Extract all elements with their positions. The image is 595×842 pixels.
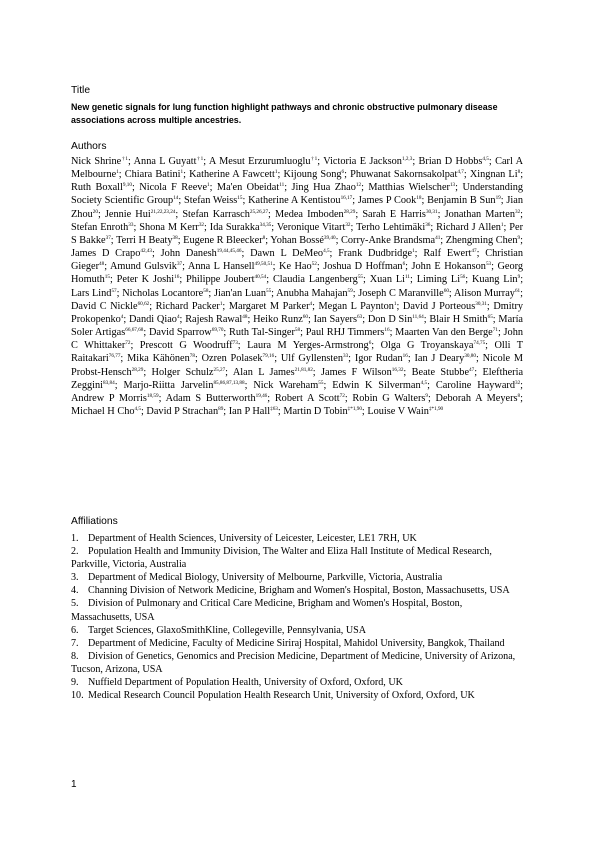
author-name: Yohan Bossé xyxy=(270,234,324,246)
affiliation-text: Department of Medicine, Faculty of Medicine Siriraj Hospital, Mahidol University, Bangkok, Thailand xyxy=(88,637,505,649)
author-affiliation-marker: 4,7 xyxy=(457,169,464,176)
author-affiliation-marker: 65 xyxy=(487,313,493,320)
author-name: Ulf Gyllensten xyxy=(280,353,343,365)
author-affiliation-marker: 58 xyxy=(203,287,209,294)
author-name: Nicholas Locantore xyxy=(122,287,204,299)
affiliation-item xyxy=(71,650,523,676)
author-affiliation-marker: 74,75 xyxy=(473,340,486,347)
author-affiliation-marker: 1 xyxy=(412,248,415,255)
author-name: Victoria E Jackson xyxy=(323,156,402,167)
author-affiliation-marker: 48 xyxy=(242,313,248,320)
author-affiliation-marker: 9,10 xyxy=(122,182,132,189)
author-affiliation-marker: 56 xyxy=(460,274,466,281)
author-affiliation-marker: 20 xyxy=(92,208,98,215)
affiliation-text: Division of Pulmonary and Critical Care Medicine, Brigham and Women's Hospital, Boston, Massachusetts, USA xyxy=(71,598,463,623)
author-name: Ida Surakka xyxy=(209,221,260,233)
author-name: James D Crapo xyxy=(71,248,141,260)
affiliation-number: 10. xyxy=(71,690,84,702)
affiliation-text: Channing Division of Network Medicine, Brigham and Women's Hospital, Boston, Massachusetts, USA xyxy=(88,585,510,597)
author-affiliation-marker: 1 xyxy=(219,300,223,307)
author-name: Marjo-Riitta Jarvelin xyxy=(123,379,214,391)
author-name: Lars Lind xyxy=(71,287,112,299)
author-affiliation-marker: 48 xyxy=(99,261,105,268)
affiliation-item xyxy=(71,597,523,623)
author-affiliation-marker: 21,81,82 xyxy=(294,366,313,373)
affiliation-item xyxy=(71,571,523,584)
affiliation-text: Population Health and Immunity Division, The Walter and Eliza Hall Institute of Medical Research, Parkville, Victoria, Australia xyxy=(71,546,492,571)
author-name: Xingnan Li xyxy=(469,169,518,181)
author-affiliation-marker: 19 xyxy=(495,195,501,202)
author-affiliation-marker: 73 xyxy=(232,340,238,347)
author-name: Dandi Qiao xyxy=(129,313,177,325)
author-name: Dmitry Prokopenko xyxy=(71,300,524,325)
author-name: Rajesh Rawal xyxy=(185,313,243,325)
author-name: Ke Hao xyxy=(279,261,312,273)
author-affiliation-marker: 37 xyxy=(176,261,183,268)
author-affiliation-marker: 47 xyxy=(469,366,475,373)
author-affiliation-marker: 85,86,87,13,88 xyxy=(213,379,245,386)
author-affiliation-marker: 33 xyxy=(128,221,134,228)
paper-title: New genetic signals for lung function highlight pathways and chronic obstructive pulmonary disease associations across multiple ancestries. xyxy=(71,102,498,125)
author-affiliation-marker: 30,31 xyxy=(425,208,438,215)
author-affiliation-marker: 49,50,51 xyxy=(254,261,273,268)
author-name: Understanding Society Scientific Group xyxy=(71,182,524,207)
author-affiliation-marker: 32 xyxy=(514,208,521,215)
affiliations-section xyxy=(71,515,523,702)
author-affiliation-marker: 4 xyxy=(120,313,124,320)
author-name: Jian Zhou xyxy=(71,195,523,220)
author-affiliation-marker: 8 xyxy=(517,392,521,399)
author-affiliation-marker: 6 xyxy=(368,340,372,347)
author-name: Ian J Deary xyxy=(414,353,465,365)
author-name: Don D Sin xyxy=(367,313,413,325)
author-affiliation-marker: 32 xyxy=(345,221,351,228)
author-affiliation-marker: 78 xyxy=(189,353,195,360)
affiliation-item xyxy=(71,689,523,702)
page-number: 1 xyxy=(71,779,77,790)
author-affiliation-marker: 8 xyxy=(517,169,521,176)
author-affiliation-marker: 11 xyxy=(405,274,411,281)
author-affiliation-marker: 59 xyxy=(347,287,353,294)
author-name: Martin D Tobin xyxy=(283,405,348,417)
author-name: Blair H Smith xyxy=(429,313,488,325)
affiliation-number: 5. xyxy=(71,598,79,610)
author-affiliation-marker: 6 xyxy=(341,169,345,176)
author-affiliation-marker: 32 xyxy=(198,221,204,228)
author-affiliation-marker: 4,5 xyxy=(420,379,428,386)
author-name: Louise V Wain xyxy=(367,405,429,417)
author-name: Megan L Paynton xyxy=(318,300,394,312)
author-affiliation-marker: 6 xyxy=(402,261,406,268)
author-affiliation-marker: 4,5 xyxy=(482,156,489,162)
author-affiliation-marker: 16,32 xyxy=(391,366,404,373)
author-name: Brian D Hobbs xyxy=(418,156,483,167)
author-affiliation-marker: 55 xyxy=(265,287,272,294)
author-affiliation-marker: 15 xyxy=(237,195,243,202)
author-name: Michael H Cho xyxy=(71,405,135,417)
author-name: Joseph C Maranville xyxy=(358,287,444,299)
affiliation-number: 8. xyxy=(71,650,79,662)
affiliation-number: 4. xyxy=(71,585,79,597)
author-name: Veronique Vitart xyxy=(276,221,346,233)
author-affiliation-marker: 28,29 xyxy=(131,366,144,373)
author-name: Sarah E Harris xyxy=(362,208,426,220)
author-affiliation-marker: 4,5 xyxy=(323,248,330,255)
author-name: Zhengming Chen xyxy=(445,234,518,246)
affiliation-number: 6. xyxy=(71,624,79,636)
author-affiliation-marker: 12 xyxy=(355,182,362,189)
author-affiliation-marker: 4 xyxy=(176,313,180,320)
author-name: Kijoung Song xyxy=(283,169,342,181)
author-name: Robin G Walters xyxy=(352,392,426,404)
author-name: Deborah A Meyers xyxy=(435,392,518,404)
author-name: Nick Shrine xyxy=(71,156,122,167)
author-affiliation-marker: 89 xyxy=(218,405,224,412)
author-name: Nick Wareham xyxy=(253,379,319,391)
author-affiliation-marker: 28,29 xyxy=(343,208,356,215)
author-affiliation-marker: 38 xyxy=(172,234,178,241)
author-name: Holger Schulz xyxy=(151,366,214,378)
author-affiliation-marker: 41 xyxy=(435,234,441,241)
author-name: Jian'an Luan xyxy=(213,287,266,299)
author-affiliation-marker: 40,54 xyxy=(254,274,267,281)
author-name: Richard Packer xyxy=(155,300,220,312)
author-name: Anna L Guyatt xyxy=(133,156,197,167)
author-affiliation-marker: 72 xyxy=(125,340,131,347)
author-affiliation-marker: 1 xyxy=(274,169,278,176)
author-affiliation-marker: 83,84 xyxy=(103,379,115,386)
title-heading: Title xyxy=(71,85,91,96)
author-name: Olga G Troyanskaya xyxy=(380,340,474,352)
author-affiliation-marker: 55 xyxy=(357,274,363,281)
author-affiliation-marker: 34,35 xyxy=(259,221,272,228)
author-name: Nicole M Probst-Hensch xyxy=(71,353,524,378)
affiliation-text: Medical Research Council Population Health Research Unit, University of Oxford, Oxford, UK xyxy=(88,690,475,702)
author-affiliation-marker: 16 xyxy=(384,327,390,334)
author-affiliation-marker: 61 xyxy=(514,287,521,294)
author-affiliation-marker: ‡63 xyxy=(270,405,278,412)
author-affiliation-marker: 16,17 xyxy=(340,195,353,202)
author-name: Maarten Van den Berge xyxy=(395,327,493,339)
author-name: David J Porteous xyxy=(402,300,476,312)
author-name: James F Wilson xyxy=(321,366,392,378)
author-affiliation-marker: ‡*1,90 xyxy=(347,405,362,412)
author-name: Margaret M Parker xyxy=(228,300,310,312)
author-name: Benjamin B Sun xyxy=(427,195,496,207)
author-name: Philippe Joubert xyxy=(186,274,255,286)
author-name: Stefan Weiss xyxy=(184,195,238,207)
author-name: Stefan Karrasch xyxy=(182,208,250,220)
author-name: Terri H Beaty xyxy=(116,234,173,246)
affiliation-item xyxy=(71,584,523,597)
author-name: Ma'en Obeidat xyxy=(216,182,280,194)
affiliation-number: 1. xyxy=(71,533,79,544)
affiliations-heading: Affiliations xyxy=(71,516,118,527)
author-name: Anna L Hansell xyxy=(187,261,255,273)
author-affiliation-marker: 57 xyxy=(111,287,117,294)
author-name: Mika Kähönen xyxy=(127,353,190,365)
affiliation-number: 9. xyxy=(71,677,79,689)
author-name: John E Hokanson xyxy=(411,261,486,273)
author-affiliation-marker: 11,64 xyxy=(412,313,424,320)
affiliation-text: Nuffield Department of Population Health, University of Oxford, Oxford, UK xyxy=(88,677,403,689)
author-name: Xuan Li xyxy=(369,274,406,286)
author-name: Heiko Runz xyxy=(253,313,303,325)
author-name: Liming Li xyxy=(416,274,461,286)
author-name: Ian Sayers xyxy=(313,313,357,325)
author-affiliation-marker: 1 xyxy=(180,169,184,176)
author-name: Andrew P Morris xyxy=(71,392,147,404)
author-name: David P Strachan xyxy=(146,405,219,417)
author-affiliation-marker: 1 xyxy=(207,182,210,189)
author-name: Beate Stubbe xyxy=(411,366,470,378)
authors-section xyxy=(71,140,523,418)
author-list: Nick Shrine$^{\dagger 1}$; Anna L Guyatt$^{\dagger 1}$; A Mesut Erzurumluoglu$^{\dagger 1}$; Victoria E Jackson$^{1,2,3}$; Brian D Hobbs$^{4,5}$; Carl A Melbourne$^1$; Chiara Batini$^1$; Katherine A Fawcett$^1$; Kijoung Song$^6$; Phuwanat Sakornsakolpat$^{4,7}$; Xingnan Li$^8$; Ruth Boxall$^{9,10}$; Nicola F Reeve$^1$; Ma'en Obeidat$^{11}$; Jing Hua Zhao$^{12}$; Matthias Wielscher$^{13}$; Understanding Society Scientific Group$^{14}$; Stefan Weiss$^{15}$; Katherine A Kentistou$^{16,17}$; James P Cook$^{18}$; Benjamin B Sun$^{19}$; Jian Zhou$^{20}$; Jennie Hui$^{21,22,23,24}$; Stefan Karrasch$^{25,26,27}$; Medea Imboden$^{28,29}$; Sarah E Harris$^{30,31}$; Jonathan Marten$^{32}$; Stefan Enroth$^{33}$; Shona M Kerr$^{32}$; Ida Surakka$^{34,35}$; Veronique Vitart$^{32}$; Terho Lehtimäki$^{36}$; Richard J Allen$^1$; Per S Bakke$^{37}$; Terri H Beaty$^{38}$; Eugene R Bleecker$^8$; Yohan Bossé$^{39,40}$; Corry-Anke Brandsma$^{41}$; Zhengming Chen$^9$; James D Crapo$^{42,43}$; John Danesh$^{19,44,45,46}$; Dawn L DeMeo$^{4,5}$; Frank Dudbridge$^1$; Ralf Ewert$^{47}$; Christian Gieger$^{48}$; Amund Gulsvik$^{37}$; Anna L Hansell$^{49,50,51}$; Ke Hao$^{52}$; Joshua D Hoffman$^6$; John E Hokanson$^{53}$; Georg Homuth$^{15}$; Peter K Joshi$^{16}$; Philippe Joubert$^{40,54}$; Claudia Langenberg$^{55}$; Xuan Li$^{11}$; Liming Li$^{56}$; Kuang Lin$^9$; Lars Lind$^{57}$; Nicholas Locantore$^{58}$; Jian'an Luan$^{55}$; Anubha Mahajan$^{59}$; Joseph C Maranville$^{60}$; Alison Murray$^{61}$; David C Nickle$^{60,62}$; Richard Packer$^1$; Margaret M Parker$^4$; Megan L Paynton$^1$; David J Porteous$^{30,31}$; Dmitry Prokopenko$^4$; Dandi Qiao$^4$; Rajesh Rawal$^{48}$; Heiko Runz$^{60}$; Ian Sayers$^{63}$; Don D Sin$^{11,64}$; Blair H Smith$^{65}$; María Soler Artigas$^{66,67,68}$; David Sparrow$^{69,70}$; Ruth Tal-Singer$^{58}$; Paul RHJ Timmers$^{16}$; Maarten Van den Berge$^{71}$; John C Whittaker$^{72}$; Prescott G Woodruff$^{73}$; Laura M Yerges-Armstrong$^6$; Olga G Troyanskaya$^{74,75}$; Olli T Raitakari$^{76,77}$; Mika Kähönen$^{78}$; Ozren Polasek$^{79,16}$; Ulf Gyllensten$^{33}$; Igor Rudan$^{16}$; Ian J Deary$^{30,80}$; Nicole M Probst-Hensch$^{28,29}$; Holger Schulz$^{25,27}$; Alan L James$^{21,81,82}$; James F Wilson$^{16,32}$; Beate Stubbe$^{47}$; Eleftheria Zeggini$^{83,84}$; Marjo-Riitta Jarvelin$^{85,86,87,13,88}$; Nick Wareham$^{55}$; Edwin K Silverman$^{4,5}$; Caroline Hayward$^{32}$; Andrew P Morris$^{18,59}$; Adam S Butterworth$^{19,46}$; Robert A Scott$^{72}$; Robin G Walters$^9$; Deborah A Meyers$^8$; Michael H Cho$^{4,5}$; David P Strachan$^{89}$; Ian P Hall$^{\ddagger 63}$; Martin D Tobin$^{\ddagger*1,90}$; Louise V Wain$^{\ddagger*1,90}$ xyxy=(71,156,524,417)
author-affiliation-marker: ‡*1,90 xyxy=(428,405,444,412)
author-name: David C Nickle xyxy=(71,300,138,312)
author-affiliation-marker: 32 xyxy=(514,379,521,386)
author-name: Per S Bakke xyxy=(71,221,524,246)
author-affiliation-marker: 16 xyxy=(402,353,408,360)
author-name: Robert A Scott xyxy=(274,392,340,404)
author-affiliation-marker: 60 xyxy=(302,313,308,320)
author-affiliation-marker: 11 xyxy=(279,182,285,189)
author-affiliation-marker: 30,80 xyxy=(464,353,476,360)
author-name: Terho Lehtimäki xyxy=(356,221,426,233)
author-affiliation-marker: 60,62 xyxy=(137,300,150,307)
author-affiliation-marker: 9 xyxy=(517,274,521,281)
author-affiliation-marker: 8 xyxy=(262,234,266,241)
author-name: Ruth Boxall xyxy=(71,182,123,194)
author-affiliation-marker: 63 xyxy=(357,313,363,320)
author-name: Joshua D Hoffman xyxy=(323,261,403,273)
author-name: Kuang Lin xyxy=(471,274,518,286)
affiliation-item xyxy=(71,545,523,571)
author-name: Ruth Tal-Singer xyxy=(229,327,295,339)
author-affiliation-marker: †1 xyxy=(196,156,204,162)
affiliation-item xyxy=(71,637,523,650)
author-name: Ozren Polasek xyxy=(201,353,263,365)
author-name: Medea Imboden xyxy=(274,208,344,220)
author-affiliation-marker: 33 xyxy=(342,353,349,360)
affiliation-text: Department of Medical Biology, University of Melbourne, Parkville, Victoria, Australia xyxy=(88,572,443,584)
author-affiliation-marker: 47 xyxy=(471,248,477,255)
affiliation-text: Target Sciences, GlaxoSmithKline, Collegeville, Pennsylvania, USA xyxy=(88,624,367,636)
author-name: John Danesh xyxy=(160,248,217,260)
author-affiliation-marker: 9 xyxy=(425,392,428,399)
author-name: Alan L James xyxy=(232,366,295,378)
author-name: Christian Gieger xyxy=(71,248,524,273)
author-affiliation-marker: 72 xyxy=(339,392,345,399)
author-affiliation-marker: 16 xyxy=(174,274,180,281)
author-affiliation-marker: 53 xyxy=(485,261,492,268)
author-name: Phuwanat Sakornsakolpat xyxy=(350,169,458,181)
author-name: Richard J Allen xyxy=(436,221,501,233)
author-affiliation-marker: 36 xyxy=(425,221,431,228)
author-name: Matthias Wielscher xyxy=(368,182,450,194)
authors-heading: Authors xyxy=(71,141,107,152)
affiliation-list xyxy=(71,532,523,702)
author-name: Jing Hua Zhao xyxy=(291,182,356,194)
author-name: Adam S Butterworth xyxy=(165,392,256,404)
author-name: Shona M Kerr xyxy=(139,221,199,233)
author-affiliation-marker: 1,2,3 xyxy=(401,156,413,162)
author-affiliation-marker: 71 xyxy=(492,327,498,334)
author-name: Caroline Hayward xyxy=(435,379,515,391)
author-name: Nicola F Reeve xyxy=(139,182,208,194)
author-name: Alison Murray xyxy=(453,287,515,299)
affiliation-item xyxy=(71,624,523,637)
author-name: María Soler Artigas xyxy=(71,313,524,339)
author-name: Georg Homuth xyxy=(71,261,524,286)
author-affiliation-marker: 15 xyxy=(104,274,110,281)
author-affiliation-marker: 4,5 xyxy=(134,405,141,412)
author-name: Chiara Batini xyxy=(124,169,181,181)
author-name: James P Cook xyxy=(357,195,417,207)
affiliation-number: 7. xyxy=(71,637,79,649)
author-name: Ian P Hall xyxy=(228,405,271,417)
author-name: Ralf Ewert xyxy=(423,248,472,260)
title-section xyxy=(71,84,523,127)
author-name: Peter K Joshi xyxy=(116,274,175,286)
author-name: Frank Dudbridge xyxy=(338,248,413,260)
author-affiliation-marker: 25,27 xyxy=(213,366,226,373)
author-affiliation-marker: 18 xyxy=(416,195,422,202)
author-affiliation-marker: 1 xyxy=(116,169,119,176)
author-affiliation-marker: 39,40 xyxy=(323,234,336,241)
author-name: Katherine A Kentistou xyxy=(248,195,341,207)
author-affiliation-marker: 21,22,23,24 xyxy=(150,208,176,215)
author-affiliation-marker: 52 xyxy=(311,261,317,268)
author-name: Prescott G Woodruff xyxy=(139,340,233,352)
author-name: Jonathan Marten xyxy=(444,208,515,220)
author-affiliation-marker: 14 xyxy=(173,195,179,202)
author-affiliation-marker: 1 xyxy=(500,221,504,228)
author-name: Igor Rudan xyxy=(354,353,403,365)
author-affiliation-marker: 1 xyxy=(393,300,397,307)
affiliation-number: 3. xyxy=(71,572,79,584)
author-affiliation-marker: 42,43 xyxy=(140,248,153,255)
author-name: A Mesut Erzurumluoglu xyxy=(208,156,311,167)
affiliation-item xyxy=(71,532,523,545)
affiliation-text: Department of Health Sciences, University of Leicester, Leicester, LE1 7RH, UK xyxy=(88,533,417,544)
author-affiliation-marker: 37 xyxy=(105,234,111,241)
author-name: Eleftheria Zeggini xyxy=(71,366,524,391)
author-affiliation-marker: 66,67,68 xyxy=(125,327,144,334)
author-name: Claudia Langenberg xyxy=(272,274,358,286)
author-affiliation-marker: 13 xyxy=(449,182,456,189)
author-affiliation-marker: 30,31 xyxy=(475,300,487,307)
author-name: Olli T Raitakari xyxy=(71,340,523,365)
author-affiliation-marker: 9 xyxy=(517,234,521,241)
author-name: Anubha Mahajan xyxy=(276,287,348,299)
author-affiliation-marker: 4 xyxy=(309,300,313,307)
affiliation-number: 2. xyxy=(71,546,79,558)
author-affiliation-marker: 55 xyxy=(318,379,324,386)
author-affiliation-marker: 18,59 xyxy=(146,392,159,399)
author-name: Stefan Enroth xyxy=(71,221,129,233)
author-name: Corry-Anke Brandsma xyxy=(341,234,436,246)
author-affiliation-marker: 79,16 xyxy=(262,353,275,360)
author-name: Amund Gulsvik xyxy=(109,261,177,273)
author-affiliation-marker: 25,26,27 xyxy=(249,208,269,215)
author-name: Carl A Melbourne xyxy=(71,156,524,181)
author-name: Paul RHJ Timmers xyxy=(305,327,385,339)
author-name: Laura M Yerges-Armstrong xyxy=(247,340,369,352)
author-name: John C Whittaker xyxy=(71,327,523,352)
affiliation-item xyxy=(71,676,523,689)
author-name: Edwin K Silverman xyxy=(332,379,421,391)
author-name: Jennie Hui xyxy=(104,208,151,220)
author-affiliation-marker: †1 xyxy=(310,156,318,162)
author-affiliation-marker: 76,77 xyxy=(108,353,121,360)
author-name: David Sparrow xyxy=(148,327,212,339)
author-affiliation-marker: 58 xyxy=(294,327,301,334)
author-name: Katherine A Fawcett xyxy=(189,169,275,181)
author-name: Dawn L DeMeo xyxy=(250,248,324,260)
author-affiliation-marker: 19,44,45,46 xyxy=(216,248,242,255)
author-affiliation-marker: †1 xyxy=(121,156,128,162)
author-name: Eugene R Bleecker xyxy=(183,234,263,246)
author-affiliation-marker: 60 xyxy=(443,287,449,294)
affiliation-text: Division of Genetics, Genomics and Precision Medicine, Department of Medicine, University of Arizona, Tucson, Arizona, USA xyxy=(71,650,516,675)
author-affiliation-marker: 69,70 xyxy=(211,327,224,334)
author-affiliation-marker: 19,46 xyxy=(255,392,268,399)
